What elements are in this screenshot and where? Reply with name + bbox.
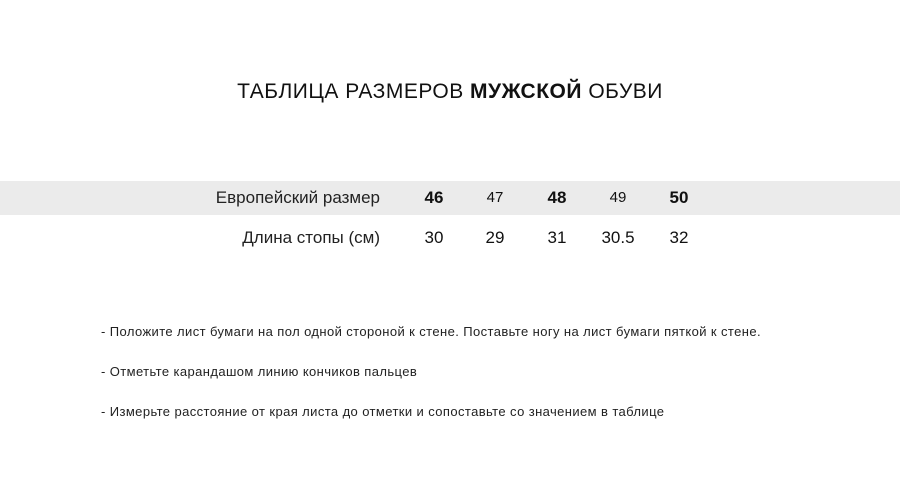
- table-cell: 31: [547, 228, 567, 247]
- page-title: [0, 80, 900, 104]
- instruction-item: - Положите лист бумаги на пол одной стороной к стене. Поставьте ногу на лист бумаги пяткой к стене.: [101, 324, 761, 339]
- table-row-foot-length: [0, 221, 900, 255]
- table-cell: 30.5: [601, 228, 635, 247]
- table-cell: 47: [486, 189, 504, 206]
- table-cell: 30: [424, 228, 444, 247]
- table-cell: 46: [424, 188, 444, 207]
- table-cell: 32: [669, 228, 689, 247]
- table-row-eu-size: [0, 181, 900, 215]
- table-cell: 50: [669, 188, 689, 207]
- instruction-item: - Отметьте карандашом линию кончиков пальцев: [101, 364, 418, 379]
- table-cell: 49: [609, 189, 627, 206]
- title-text-start: ТАБЛИЦА РАЗМЕРОВ: [237, 80, 471, 103]
- table-cell: 48: [547, 188, 567, 207]
- instruction-item: - Измерьте расстояние от края листа до отметки и сопоставьте со значением в таблице: [101, 404, 665, 419]
- row-label-foot-length: Длина стопы (см): [242, 228, 380, 247]
- title-text-end: ОБУВИ: [581, 80, 663, 103]
- title-text-emphasis: МУЖСКОЙ: [470, 80, 582, 103]
- row-label-eu-size: Европейский размер: [215, 188, 380, 207]
- instructions-list: [101, 322, 881, 442]
- table-cell: 29: [485, 228, 505, 247]
